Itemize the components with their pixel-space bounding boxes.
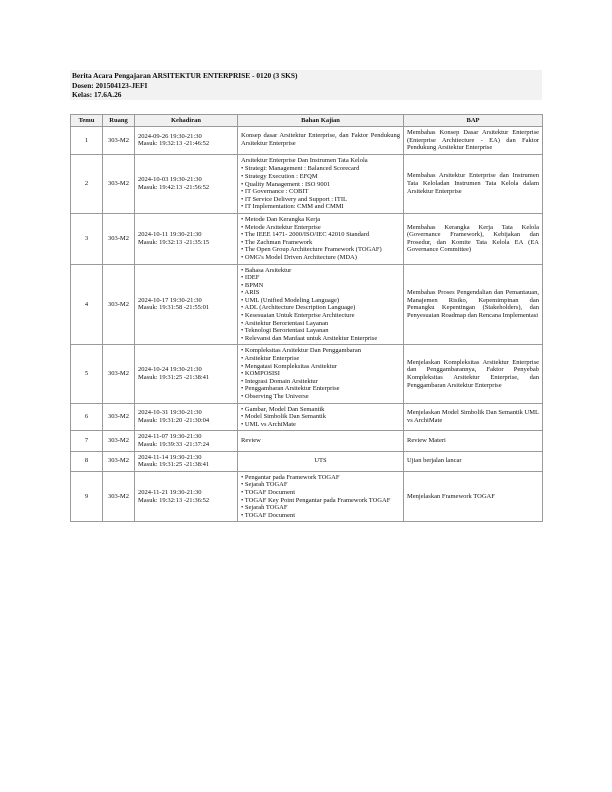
cell-temu: 3 (71, 213, 103, 264)
schedule-time: 2024-11-14 19:30-21:30 (138, 453, 202, 461)
table-row (71, 345, 543, 403)
list-item: • ADL (Architecture Description Language) (241, 304, 400, 312)
table-header-row (71, 115, 543, 127)
check-in-time: Masuk: 19:31:25 -21:38:41 (138, 374, 210, 382)
cell-ruang: 303-M2 (103, 345, 135, 403)
list-item: • Strategi: Management : Balanced Scorecard (241, 165, 400, 173)
table-row (71, 451, 543, 471)
table-row (71, 264, 543, 345)
list-item: • Gambar, Model Dan Semantik (241, 406, 400, 414)
check-in-time: Masuk: 19:39:33 -21:37:24 (138, 440, 210, 448)
cell-bap: Membahas Arsitektur Enterprise dan Instrumen Tata Keloladan Instrumen Tata Kelola dalam Arsitektur Enterprise (404, 154, 543, 213)
list-item: • Mengatasi Kompleksitas Arsitektur (241, 363, 400, 371)
schedule-time: 2024-11-07 19:30-21:30 (138, 433, 202, 441)
list-item: • The Zachman Framework (241, 239, 400, 247)
col-bahan-kajian: Bahan Kajian (238, 115, 404, 127)
cell-bahan-kajian (238, 264, 404, 345)
cell-bap: Review Materi (404, 431, 543, 451)
list-item: • Metode Arsitektur Enterprise (241, 224, 400, 232)
list-item: • Integrasi Domain Arsitektur (241, 378, 400, 386)
list-item: • KOMPOSISI (241, 370, 400, 378)
cell-bap: Membahas Proses Pengendalian dan Pemantauan, Manajemen Risiko, Kepemimpinan dan Pemangku Kepentingan (Stakeholders), dan Penyesuaian Roadmap dan Rencana Implementasi (404, 264, 543, 345)
schedule-time: 2024-10-11 19:30-21:30 (138, 231, 202, 239)
cell-kehadiran (135, 403, 238, 431)
list-item: • Arsitektur Berorientasi Layanan (241, 320, 400, 328)
cell-bap: Membahas Konsep Dasar Arsitektur Enterprise (Enterprise Architecture - EA) dan Faktor Pendukung Arsitektur Enterprise (404, 127, 543, 155)
cell-kehadiran (135, 264, 238, 345)
cell-ruang: 303-M2 (103, 264, 135, 345)
cell-temu: 1 (71, 127, 103, 155)
list-item: • TOGAF Document (241, 489, 400, 497)
topic-list (241, 406, 400, 429)
cell-ruang: 303-M2 (103, 451, 135, 471)
attendance-table (70, 114, 543, 522)
list-item: • Penggambaran Arsitektur Enterprise (241, 385, 400, 393)
check-in-time: Masuk: 19:32:13 -21:36:52 (138, 496, 210, 504)
cell-bahan-kajian (238, 451, 404, 471)
list-item: • TOGAF Document (241, 512, 400, 520)
check-in-time: Masuk: 19:32:13 -21:35:15 (138, 238, 210, 246)
list-item: • Sejarah TOGAF (241, 481, 400, 489)
topic-intro: UTS (314, 456, 327, 464)
cell-bahan-kajian (238, 127, 404, 155)
schedule-time: 2024-09-26 19:30-21:30 (138, 132, 202, 140)
document-header (70, 70, 542, 100)
table-row (71, 471, 543, 522)
table-row (71, 403, 543, 431)
lecturer: Dosen: 201504123-JEFI (72, 80, 148, 90)
list-item: • Observing The Universe (241, 393, 400, 401)
cell-ruang: 303-M2 (103, 471, 135, 522)
cell-kehadiran (135, 471, 238, 522)
cell-temu: 6 (71, 403, 103, 431)
list-item: • IT Governance : COBIT (241, 188, 400, 196)
cell-kehadiran (135, 127, 238, 155)
list-item: • Teknologi Berorientasi Layanan (241, 327, 400, 335)
list-item: • Strategy Execution : EFQM (241, 173, 400, 181)
check-in-time: Masuk: 19:42:13 -21:56:52 (138, 183, 210, 191)
topic-intro: Review (241, 436, 261, 444)
list-item: • ARIS (241, 289, 400, 297)
table-row (71, 154, 543, 213)
list-item: • UML (Unified Modeling Language) (241, 297, 400, 305)
cell-bahan-kajian (238, 403, 404, 431)
list-item: • IDEF (241, 274, 400, 282)
cell-kehadiran (135, 431, 238, 451)
cell-kehadiran (135, 451, 238, 471)
schedule-time: 2024-10-03 19:30-21:30 (138, 176, 202, 184)
cell-ruang: 303-M2 (103, 213, 135, 264)
list-item: • OMG's Model Driven Architecture (MDA) (241, 254, 400, 262)
class-code: Kelas: 17.6A.26 (72, 90, 122, 100)
cell-bahan-kajian (238, 471, 404, 522)
cell-kehadiran (135, 154, 238, 213)
cell-temu: 2 (71, 154, 103, 213)
cell-temu: 8 (71, 451, 103, 471)
cell-temu: 4 (71, 264, 103, 345)
cell-bap: Ujian berjalan lancar (404, 451, 543, 471)
cell-bap: Menjelaskan Framework TOGAF (404, 471, 543, 522)
cell-ruang: 303-M2 (103, 403, 135, 431)
list-item: • Kesesuaian Untuk Enterprise Architecture (241, 312, 400, 320)
cell-kehadiran (135, 345, 238, 403)
cell-bap: Membahas Kerangka Kerja Tata Kelola (Governance Framework), Kebijakan dan Prosedur, dan Komite Tata Kelola EA (EA Governance Committee) (404, 213, 543, 264)
list-item: • Sejarah TOGAF (241, 504, 400, 512)
cell-bahan-kajian (238, 213, 404, 264)
schedule-time: 2024-10-17 19:30-21:30 (138, 296, 202, 304)
topic-list (241, 474, 400, 520)
table-body (71, 127, 543, 522)
check-in-time: Masuk: 19:31:25 -21:38:41 (138, 461, 210, 469)
topic-intro: Konsep dasar Arsitektur Enterprise, dan Faktor Pendukung Arsitektur Enterprise (241, 132, 400, 147)
cell-bap: Menjelaskan Model Simbolik Dan Semantik UML vs ArchiMate (404, 403, 543, 431)
check-in-time: Masuk: 19:32:13 -21:46:52 (138, 140, 210, 148)
schedule-time: 2024-11-21 19:30-21:30 (138, 488, 202, 496)
check-in-time: Masuk: 19:31:58 -21:55:01 (138, 304, 210, 312)
list-item: • Kompleksitas Arsitektur Dan Penggambaran (241, 347, 400, 355)
col-temu: Temu (71, 115, 103, 127)
list-item: • Quality Management : ISO 9001 (241, 181, 400, 189)
topic-list (241, 267, 400, 343)
list-item: • The IEEE 1471- 2000/ISO/IEC 42010 Standard (241, 231, 400, 239)
cell-bahan-kajian (238, 154, 404, 213)
topic-intro: Arsitektur Enterprise Dan Instrumen Tata Kelola (241, 156, 368, 164)
list-item: • Arsitektur Enterprise (241, 355, 400, 363)
topic-list (241, 165, 400, 211)
col-ruang: Ruang (103, 115, 135, 127)
col-bap: BAP (404, 115, 543, 127)
topic-list (241, 347, 400, 400)
check-in-time: Masuk: 19:31:20 -21:30:04 (138, 416, 210, 424)
cell-ruang: 303-M2 (103, 431, 135, 451)
list-item: • TOGAF Key Point Pengantar pada Framework TOGAF (241, 497, 400, 505)
list-item: • Model Simbolik Dan Semantik (241, 413, 400, 421)
table-row (71, 213, 543, 264)
table-row (71, 127, 543, 155)
list-item: • The Open Group Architecture Framework (TOGAF) (241, 246, 400, 254)
list-item: • Metode Dan Kerangka Kerja (241, 216, 400, 224)
list-item: • UML vs ArchiMate (241, 421, 400, 429)
cell-bahan-kajian (238, 431, 404, 451)
list-item: • Bahasa Arsitektur (241, 267, 400, 275)
list-item: • Relevansi dan Manfaat untuk Arsitektur Enterprise (241, 335, 400, 343)
cell-bap: Menjelaskan Kompleksitas Arsitektur Enterprise dan Penggambarannya, Faktor Penyebab Kompleksitas Arsitektur Enterprise, dan Penggambaran Arsitektur Enterprise (404, 345, 543, 403)
cell-temu: 5 (71, 345, 103, 403)
cell-ruang: 303-M2 (103, 127, 135, 155)
table-row (71, 431, 543, 451)
cell-kehadiran (135, 213, 238, 264)
topic-list (241, 216, 400, 262)
cell-temu: 7 (71, 431, 103, 451)
list-item: • IT Implementation: CMM and CMMI (241, 203, 400, 211)
schedule-time: 2024-10-24 19:30-21:30 (138, 366, 202, 374)
cell-temu: 9 (71, 471, 103, 522)
list-item: • BPMN (241, 282, 400, 290)
schedule-time: 2024-10-31 19:30-21:30 (138, 409, 202, 417)
list-item: • Pengantar pada Framework TOGAF (241, 474, 400, 482)
col-kehadiran: Kehadiran (135, 115, 238, 127)
cell-ruang: 303-M2 (103, 154, 135, 213)
course-title: Berita Acara Pengajaran ARSITEKTUR ENTERPRISE - 0120 (3 SKS) (72, 71, 298, 80)
list-item: • IT Service Delivery and Support : ITIL (241, 196, 400, 204)
cell-bahan-kajian (238, 345, 404, 403)
